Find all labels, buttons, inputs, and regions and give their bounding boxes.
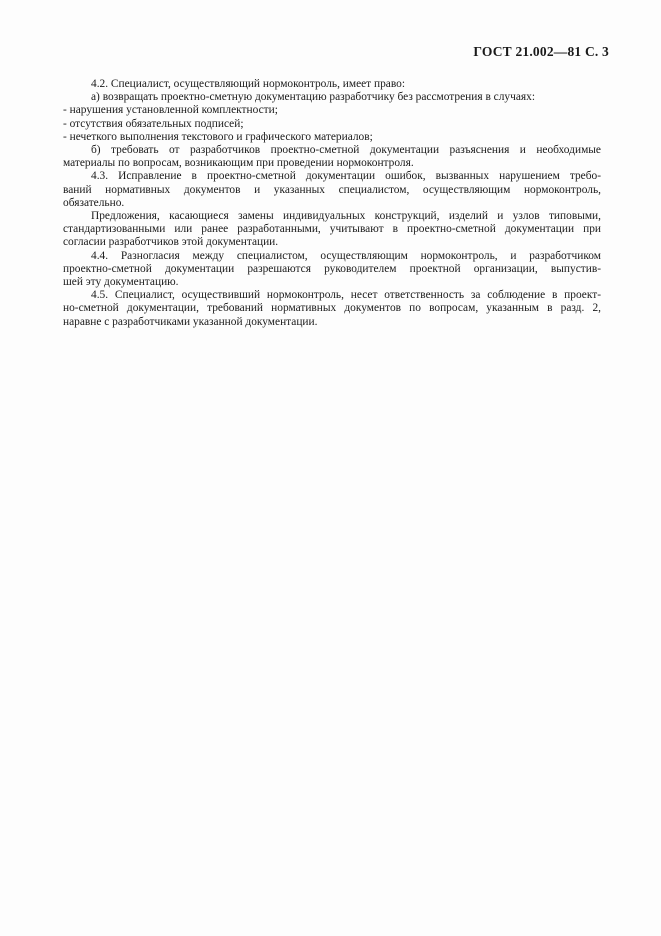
text-line: - нарушения установленной комплектности; bbox=[63, 104, 278, 117]
text-line: 4.2. Специалист, осуществляющий нормоконтроль, имеет право: bbox=[91, 78, 406, 90]
text-line: б) требовать от разработчиков проектно-сметной документации разъяснения и необходимые bbox=[91, 144, 601, 157]
text-line: 4.5. Специалист, осуществивший нормоконтроль, несет ответственность за соблюдение в проект- bbox=[91, 289, 601, 302]
text-line: стандартизованными или ранее разработанными, учитывают в проектно-сметной документации при bbox=[63, 223, 601, 236]
page-header: ГОСТ 21.002—81 С. 3 bbox=[473, 44, 609, 59]
text-line: 4.4. Разногласия между специалистом, осуществляющим нормоконтроль, и разработчиком bbox=[91, 249, 601, 262]
text-line: а) возвращать проектно-сметную документацию разработчику без рассмотрения в случаях: bbox=[91, 91, 535, 104]
text-line: ваний нормативных документов и указанных специалистом, осуществляющим нормоконтроль, bbox=[63, 183, 601, 196]
text-line: но-сметной документации, требований нормативных документов по вопросам, указанным в разд. 2, bbox=[63, 302, 601, 315]
text-line: обязательно. bbox=[63, 196, 125, 209]
text-line: - нечеткого выполнения текстового и графического материалов; bbox=[63, 130, 373, 143]
document-body bbox=[63, 78, 601, 329]
text-line: материалы по вопросам, возникающим при проведении нормоконтроля. bbox=[63, 157, 414, 170]
text-line: шей эту документацию. bbox=[63, 276, 179, 289]
text-line: наравне с разработчиками указанной документации. bbox=[63, 315, 318, 328]
text-line: 4.3. Исправление в проектно-сметной документации ошибок, вызванных нарушением требо- bbox=[91, 170, 601, 183]
text-line: Предложения, касающиеся замены индивидуальных конструкций, изделий и узлов типовыми, bbox=[91, 210, 601, 223]
text-line: - отсутствия обязательных подписей; bbox=[63, 117, 244, 130]
text-line: проектно-сметной документации разрешаются руководителем проектной организации, выпустив- bbox=[63, 262, 601, 275]
text-line: согласии разработчиков этой документации. bbox=[63, 236, 279, 249]
